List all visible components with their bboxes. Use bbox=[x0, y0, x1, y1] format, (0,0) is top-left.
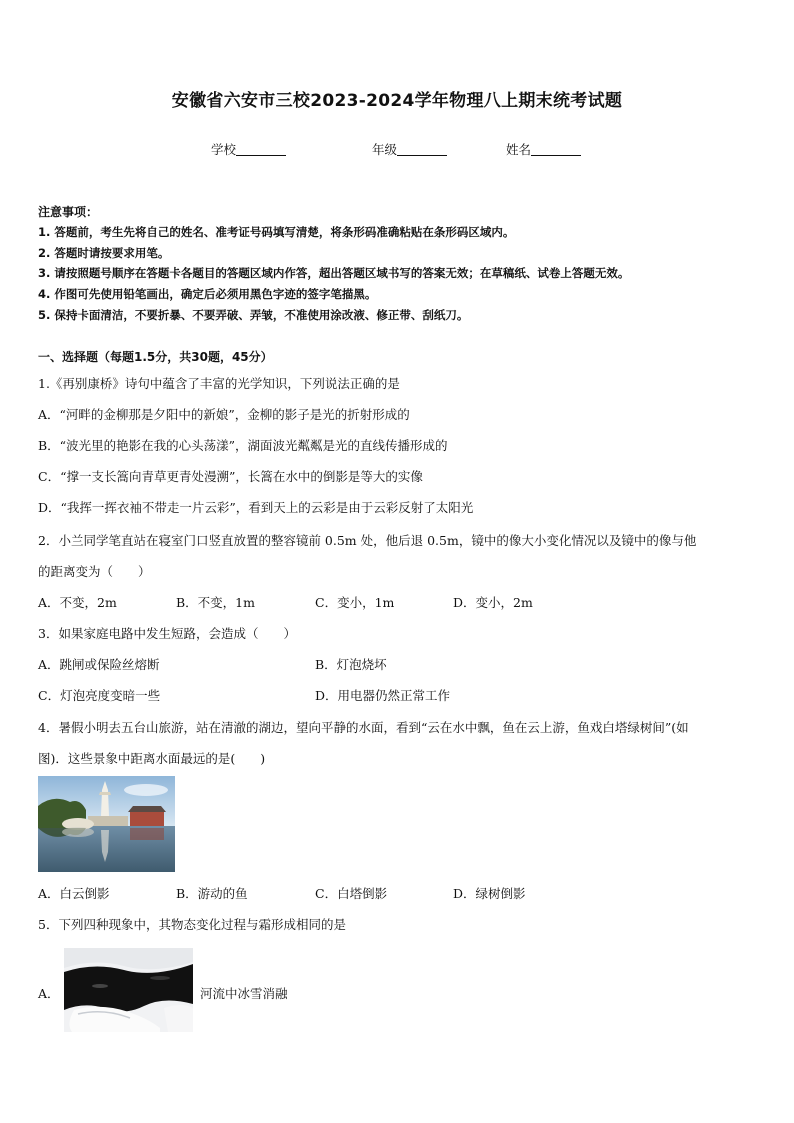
q4-option-b: B．游动的鱼 bbox=[176, 886, 248, 901]
note-item: 1. 答题前，考生先将自己的姓名、准考证号码填写清楚，将条形码准确粘贴在条形码区域内。 bbox=[38, 225, 515, 239]
q4-option-c: C．白塔倒影 bbox=[315, 886, 388, 901]
q2-option-c: C．变小，1m bbox=[315, 595, 395, 610]
q3-option-a: A．跳闸或保险丝熔断 bbox=[38, 657, 160, 672]
q5-option-a-label: A． bbox=[38, 986, 60, 1001]
q2-option-d: D．变小，2m bbox=[453, 595, 533, 610]
name-label: 姓名 bbox=[506, 142, 532, 157]
q4-stem: 4．暑假小明去五台山旅游，站在清澈的湖边，望向平静的水面，看到“云在水中飘，鱼在云上游，鱼戏白塔绿树间”(如 bbox=[38, 720, 689, 735]
q1-stem: 1.《再别康桥》诗句中蕴含了丰富的光学知识，下列说法正确的是 bbox=[38, 376, 400, 391]
melting-ice-photo bbox=[64, 948, 193, 1032]
name-blank bbox=[531, 143, 581, 156]
school-label: 学校 bbox=[211, 142, 237, 157]
q3-option-d: D．用电器仍然正常工作 bbox=[315, 688, 451, 703]
note-item: 2. 答题时请按要求用笔。 bbox=[38, 246, 170, 260]
note-item: 4. 作图可先使用铅笔画出，确定后必须用黑色字迹的签字笔描黑。 bbox=[38, 287, 377, 301]
melting-ice-image bbox=[64, 948, 193, 1032]
section-heading: 一、选择题（每题1.5分，共30题，45分） bbox=[38, 350, 273, 364]
school-blank bbox=[236, 143, 286, 156]
grade-field bbox=[372, 140, 447, 158]
q4-option-d: D．绿树倒影 bbox=[453, 886, 526, 901]
q1-option-b: B．“波光里的艳影在我的心头荡漾”，湖面波光粼粼是光的直线传播形成的 bbox=[38, 438, 448, 453]
school-field bbox=[211, 140, 286, 158]
lake-pagoda-photo bbox=[38, 776, 175, 872]
grade-label: 年级 bbox=[372, 142, 398, 157]
q3-stem: 3．如果家庭电路中发生短路，会造成（ ） bbox=[38, 626, 296, 641]
q2-stem-cont: 的距离变为（ ） bbox=[38, 564, 151, 579]
note-item: 3. 请按照题号顺序在答题卡各题目的答题区域内作答，超出答题区域书写的答案无效；在草稿纸、试卷上答题无效。 bbox=[38, 266, 630, 280]
q2-option-a: A．不变，2m bbox=[38, 595, 117, 610]
q1-option-a: A．“河畔的金柳那是夕阳中的新娘”，金柳的影子是光的折射形成的 bbox=[38, 407, 410, 422]
name-field bbox=[506, 140, 581, 158]
q5-option-a-text: 河流中冰雪消融 bbox=[200, 986, 288, 1001]
q1-option-c: C．“撑一支长篙向青草更青处漫溯”，长篙在水中的倒影是等大的实像 bbox=[38, 469, 423, 484]
q1-option-d: D．“我挥一挥衣袖不带走一片云彩”，看到天上的云彩是由于云彩反射了太阳光 bbox=[38, 500, 474, 515]
lake-pagoda-image bbox=[38, 776, 175, 872]
q4-stem-cont: 图)．这些景象中距离水面最远的是( ) bbox=[38, 751, 266, 766]
note-item: 5. 保持卡面清洁，不要折暴、不要弄破、弄皱，不准使用涂改液、修正带、刮纸刀。 bbox=[38, 308, 469, 322]
page-title: 安徽省六安市三校2023-2024学年物理八上期末统考试题 bbox=[171, 91, 623, 111]
q3-option-c: C．灯泡亮度变暗一些 bbox=[38, 688, 161, 703]
q5-stem: 5．下列四种现象中，其物态变化过程与霜形成相同的是 bbox=[38, 917, 346, 932]
q4-option-a: A．白云倒影 bbox=[38, 886, 110, 901]
q2-option-b: B．不变，1m bbox=[176, 595, 255, 610]
q3-option-b: B．灯泡烧坏 bbox=[315, 657, 387, 672]
grade-blank bbox=[397, 143, 447, 156]
notes-heading: 注意事项： bbox=[38, 205, 99, 219]
q2-stem: 2．小兰同学笔直站在寝室门口竖直放置的整容镜前 0.5m 处，他后退 0.5m，镜中的像大小变化情况以及镜中的像与他 bbox=[38, 533, 697, 548]
